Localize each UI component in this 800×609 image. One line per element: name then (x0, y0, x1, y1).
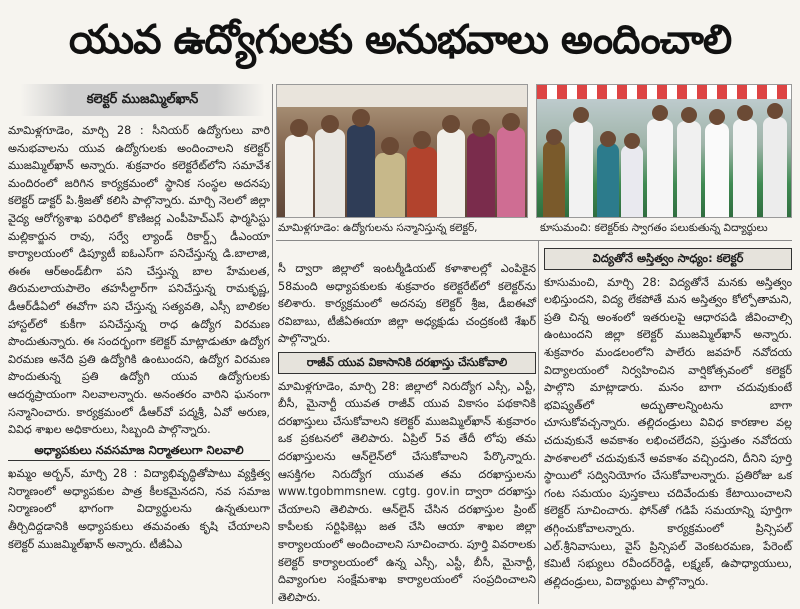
headline: యువ ఉద్యోగులకు అనుభవాలు అందించాలి (68, 16, 732, 63)
person-figure (733, 119, 757, 217)
person-head (624, 133, 640, 149)
article-paragraph: కూసుమంచి, మార్చి 28: విద్యతోనే మనకు అస్తిత్వం లభిస్తుందని, విద్య లేకపోతే మన అస్తిత్వం కోల్పోతామని, ప్రతి చిన్న అంశంలో ఇతరులపై ఆధారపడి జీవించాల్సి ఉంటుందని జిల్లా కలెక్టర్ ముజమ్మిల్‌ఖాన్ అన్నారు. శుక్రవారం మండలంలోని పాలేరు జవహర్ నవోదయ విద్యాలయంలో నిర్వహించిన వార్షికోత్సవంలో కలెక్టర్ పాల్గొని మాట్లాడారు. మనం బాగా చదువుకుంటే భవిష్యత్‌లో అద్భుతాలన్నింటను బాగా చూసుకోవచ్చన్నారు. తల్లిదండ్రులు వివిధ కారణాల వల్ల చదువుకునే అవకాశం లభించలేదని, ప్రస్తుతం నవోదయ పాఠశాలలో చదువుకునే అవకాశం వచ్చిందని, దీనిని పూర్తి స్థాయిలో సద్వినియోగం చేసుకోవాలన్నారు. ప్రతిరోజు ఒక గంట సమయం పుస్తకాలు చదివేందుకు కేటాయించాలని కలెక్టర్ సూచించారు. ఫోన్‌తో గడిపే సమయాన్ని పూర్తిగా తగ్గించుకోవాలన్నారు. కార్యక్రమంలో ప్రిన్సిపల్ ఎల్.శ్రీనివాసులు, వైస్ ప్రిన్సిపల్ వెంకటరమణ, పేరెంట్ కమిటీ సభ్యులు రవీందర్‌రెడ్డి, లక్ష్మణ్, ఉపాధ్యాయులు, తల్లిదండ్రులు, విద్యార్థులు పాల్గొన్నారు. (544, 275, 792, 588)
person-figure (569, 121, 593, 217)
article-column-3 (544, 244, 792, 590)
article-column-1 (8, 122, 270, 553)
person-figure (375, 153, 405, 217)
boxed-headline: రాజీవ్ యువ వికాసానికి దరఖాస్తు చేసుకోవాలి (278, 352, 536, 374)
article-paragraph: ఖమ్మం అర్బన్, మార్చి 28 : విద్యాభివృద్ధితోపాటు వ్యక్తిత్వ నిర్మాణంలో అధ్యాపకుల పాత్ర కీలకమైనదని, నవ సమాజ నిర్మాణంలో భాగంగా విద్యార్థులను ఉన్నతులుగా తీర్చిదిద్దడానికి అధ్యాపకులు తమవంతు కృషి చేయాలని కలెక్టర్ ముజమ్మిల్‌ఖాన్ అన్నారు. టీజీఏఎ (8, 467, 270, 551)
person-figure (647, 119, 673, 217)
article-column-2 (278, 260, 536, 606)
person-head (652, 105, 668, 121)
person-head (737, 105, 753, 121)
person-head (352, 109, 370, 127)
column-divider (538, 240, 539, 604)
person-head (600, 131, 616, 147)
article-paragraph: సీ ద్వారా జిల్లాలో ఇంటర్మీడియట్ కళాశాలల్లో ఎంపికైన 58మంది అధ్యాపకులకు శుక్రవారం కలెక్టరేట్‌లో కలెక్టర్‌ను కలిశారు. కార్యక్రమంలో అదనపు కలెక్టర్ శ్రీజ, డీఐఈవో రవిబాబు, టీజీఏఈయా జిల్లా అధ్యక్షుడు చంద్రకంటి శేఖర్ పాల్గొన్నారు. (278, 262, 536, 346)
banner-backdrop (277, 85, 528, 107)
photo-caption: కూసుమంచి: కలెక్టర్‌కు స్వాగతం పలుకుతున్న విద్యార్థులు (540, 222, 768, 234)
sub-headline: అధ్యాపకులు నవసమాజ నిర్మాతలుగా నిలవాలి (8, 442, 270, 462)
photo-welcome (536, 84, 792, 218)
photo-felicitation (276, 84, 528, 218)
article-paragraph: మామిళ్లగూడెం, మార్చి 28 : సీనియర్ ఉద్యోగులు వారి అనుభవాలను యువ ఉద్యోగులకు అందించాలని కలెక్టర్ ముజమ్మిల్‌ఖాన్ అన్నారు. శుక్రవారం కలెక్టరేట్‌లోని సమావేశ మందిరంలో జరిగిన కార్యక్రమంలో స్థానిక సంస్థల అదనపు కలెక్టర్ డాక్టర్ పి.శ్రీజతో కలిసి పాల్గొన్నారు. మార్చి నెలలో జిల్లా వైద్య ఆరోగ్యశాఖ పరిధిలో కొణిజర్ల ఎంపీహెచ్ఎస్ ఫార్మసిస్టు మల్లికార్జున రావు, సర్వే ల్యాండ్ రికార్డ్స్ డీఎంయా కార్యాలయంలో డిప్యూటీ ఐఓఎస్‌గా పనిచేస్తున్న డి.బాలాజి, ఈఈ ఆర్‌అండ్‌బీగా పని చేస్తున్న బాల హేమలత, తిరుమలాయపాలెం తహసీల్దార్‌గా పనిచేస్తున్న రామకృష్ణ, డీఆర్‌డీఏలో ఈవోగా పని చేస్తున్న సత్యవతి, ఎస్సీ బాలికల హాస్టల్‌లో కుకీగా పనిచేస్తున్న రాధ ఉద్యోగ విరమణ పొందుతున్నారు. ఈ సందర్భంగా కలెక్టర్ మాట్లాడుతూ ఉద్యోగ విరమణ అనేది ప్రతి ఉద్యోగికి ఉంటుందని, ఉద్యోగ విరమణ పొందుతున్న ప్రతి ఉద్యోగి యువ ఉద్యోగులకు ఆదర్శప్రాయంగా నిలవాలన్నారు. అనంతరం వారిని ఘనంగా సన్మానించారు. కార్యక్రమంలో డీఆర్‌వో పద్మశ్రీ, ఏవో అరుణ, వివిధ శాఖల అధికారులు, సిబ్బంది పాల్గొన్నారు. (8, 124, 270, 437)
bunting (537, 85, 792, 99)
photo-caption: మామిళ్లగూడెం: ఉద్యోగులను సన్మానిస్తున్న కలెక్టర్, (278, 222, 478, 234)
person-head (381, 137, 399, 155)
person-figure (437, 129, 465, 217)
person-figure (621, 145, 643, 217)
person-head (321, 115, 339, 133)
person-figure (347, 125, 375, 217)
boxed-headline: విద్యతోనే అస్తిత్వం సాధ్యం: కలెక్టర్ (544, 248, 792, 270)
person-figure (597, 143, 619, 217)
person-figure (285, 135, 313, 217)
person-head (546, 129, 562, 145)
caption-divider (276, 240, 792, 241)
person-head (681, 107, 697, 123)
person-figure (705, 123, 729, 217)
person-head (573, 107, 589, 123)
person-figure (497, 127, 525, 217)
person-head (442, 115, 460, 133)
article-paragraph: మామిళ్లగూడెం, మార్చి 28: జిల్లాలో నిరుద్యోగ ఎస్సీ, ఎస్టీ, బీసీ, మైనార్టీ యువత రాజీవ్ యువ వికాసం పథకానికి దరఖాస్తులు చేసుకోవాలని కలెక్టర్ ముజమ్మిల్‌ఖాన్ శుక్రవారం ఒక ప్రకటనలో తెలిపారు. ఏప్రిల్ 5వ తేదీ లోపు తమ దరఖాస్తులను ఆన్‌లైన్‌లో చేసుకోవాలని పేర్కొన్నారు. ఆసక్తిగల నిరుద్యోగ యువత తమ దరఖాస్తులను www.tgobmmsnew. cgtg. gov.in ద్వారా దరఖాస్తు చేయాలని తెలిపారు. ఆన్‌లైన్ చేసిన దరఖాస్తుల ప్రింట్ కాపీలకు సర్టిఫికెట్లు జత చేసి ఆయా శాఖల జిల్లా కార్యాలయంలో అందించాలని సూచించారు. పూర్తి వివరాలకు కలెక్టర్ కార్యాలయంలో ఉన్న ఎస్సీ, ఎస్టీ, బీసీ, మైనార్టీ, దివ్యాంగుల సంక్షేమశాఖ కార్యాలయంలో సంప్రదించాలని తెలిపారు. (278, 379, 536, 604)
person-figure (467, 133, 495, 217)
person-figure (315, 129, 345, 217)
column-divider (272, 84, 273, 604)
person-figure (763, 117, 787, 217)
person-head (413, 131, 431, 149)
person-head (502, 113, 520, 131)
person-figure (543, 141, 565, 217)
person-figure (407, 147, 437, 217)
person-head (709, 109, 725, 125)
person-figure (677, 121, 701, 217)
person-head (472, 119, 490, 137)
person-head (290, 119, 308, 137)
byline: కలెక్టర్ ముజమ్మిల్‌ఖాన్ (20, 84, 265, 116)
person-head (767, 103, 783, 119)
